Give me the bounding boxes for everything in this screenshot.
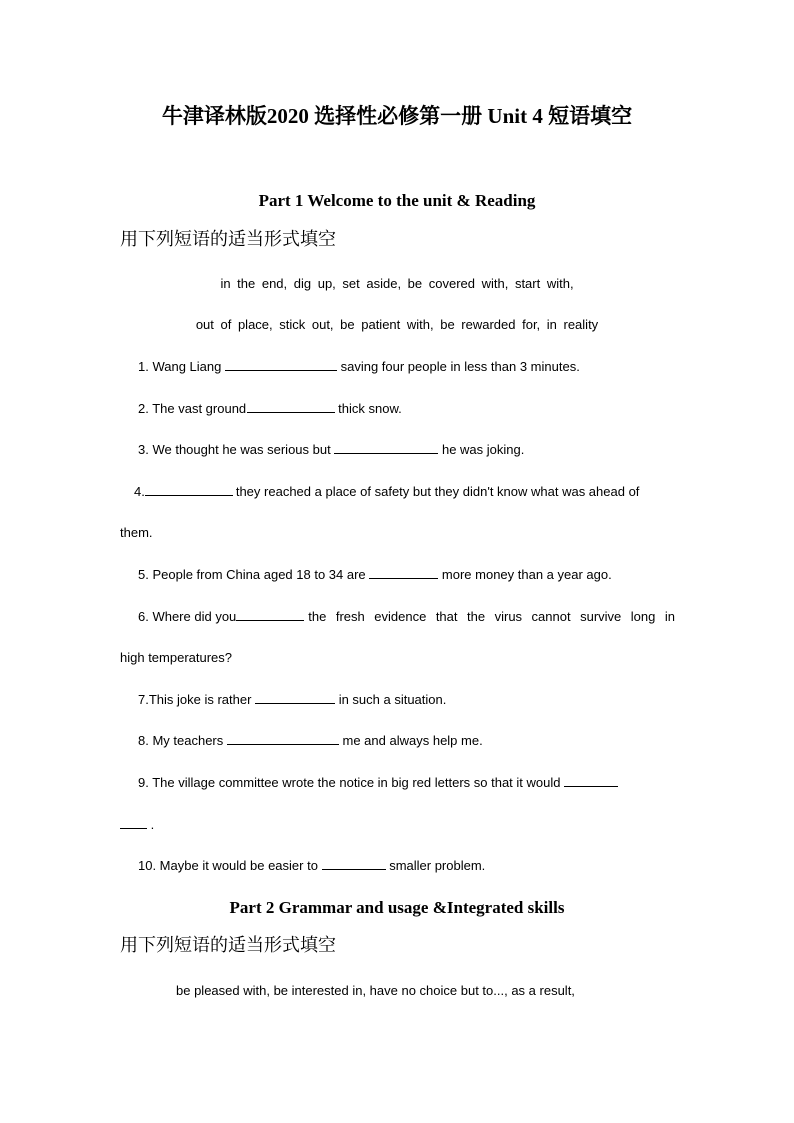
question-4-continuation: them. [120, 525, 153, 540]
question-8-text-after: me and always help me. [342, 733, 483, 748]
question-10-text-before: 10. Maybe it would be easier to [138, 858, 318, 873]
question-9-text-before: 9. The village committee wrote the notice in big red letters so that it would [138, 775, 561, 790]
question-9-end-punctuation: . [150, 817, 155, 832]
question-3 [138, 440, 524, 460]
part2-heading: Part 2 Grammar and usage &Integrated skills [229, 898, 565, 917]
question-1 [138, 357, 580, 377]
question-7-text-after: in such a situation. [338, 692, 447, 707]
question-1-text-before: 1. Wang Liang [138, 359, 222, 374]
question-9 [138, 773, 618, 793]
question-9-continuation [120, 815, 154, 835]
question-2-text-before: 2. The vast ground [138, 401, 247, 416]
question-2-text-after: thick snow. [338, 401, 402, 416]
question-6-text-after: the fresh evidence that the virus cannot survive long in [308, 609, 675, 624]
question-9-blank-continued[interactable] [120, 815, 147, 829]
question-3-blank[interactable] [334, 440, 438, 454]
question-5 [138, 565, 612, 585]
question-6-text-before: 6. Where did you [138, 609, 237, 624]
part2-phrase-bank-line1: be pleased with, be interested in, have no choice but to..., as a result, [176, 983, 575, 998]
question-4-text-after: they reached a place of safety but they didn't know what was ahead of [235, 484, 640, 499]
question-2 [138, 399, 402, 419]
question-9-blank[interactable] [564, 773, 618, 787]
question-7 [138, 690, 446, 710]
part1-phrase-bank-line2: out of place, stick out, be patient with, be rewarded for, in reality [195, 317, 599, 332]
part2-instruction: 用下列短语的适当形式填空 [120, 935, 336, 956]
part1-instruction: 用下列短语的适当形式填空 [120, 229, 336, 250]
question-6 [138, 607, 675, 627]
question-7-blank[interactable] [255, 690, 335, 704]
question-5-text-after: more money than a year ago. [441, 567, 612, 582]
question-1-blank[interactable] [225, 357, 337, 371]
question-6-continuation: high temperatures? [120, 650, 233, 665]
question-3-text-before: 3. We thought he was serious but [138, 442, 331, 457]
question-4-text-before: 4. [134, 484, 145, 499]
page-title: 牛津译林版2020 选择性必修第一册 Unit 4 短语填空 [161, 104, 633, 128]
part1-phrase-bank-line1: in the end, dig up, set aside, be covered with, start with, [220, 276, 574, 291]
question-10-text-after: smaller problem. [389, 858, 486, 873]
question-1-text-after: saving four people in less than 3 minutes. [340, 359, 580, 374]
question-7-text-before: 7.This joke is rather [138, 692, 252, 707]
question-8-blank[interactable] [227, 731, 339, 745]
question-5-blank[interactable] [369, 565, 438, 579]
question-5-text-before: 5. People from China aged 18 to 34 are [138, 567, 366, 582]
question-4-blank[interactable] [145, 482, 233, 496]
question-2-blank[interactable] [247, 399, 335, 413]
question-6-blank[interactable] [236, 607, 304, 621]
question-8-text-before: 8. My teachers [138, 733, 224, 748]
question-3-text-after: he was joking. [441, 442, 525, 457]
part1-heading: Part 1 Welcome to the unit & Reading [258, 191, 536, 210]
question-4 [134, 482, 639, 502]
question-10-blank[interactable] [322, 856, 386, 870]
question-10 [138, 856, 485, 876]
question-8 [138, 731, 483, 751]
